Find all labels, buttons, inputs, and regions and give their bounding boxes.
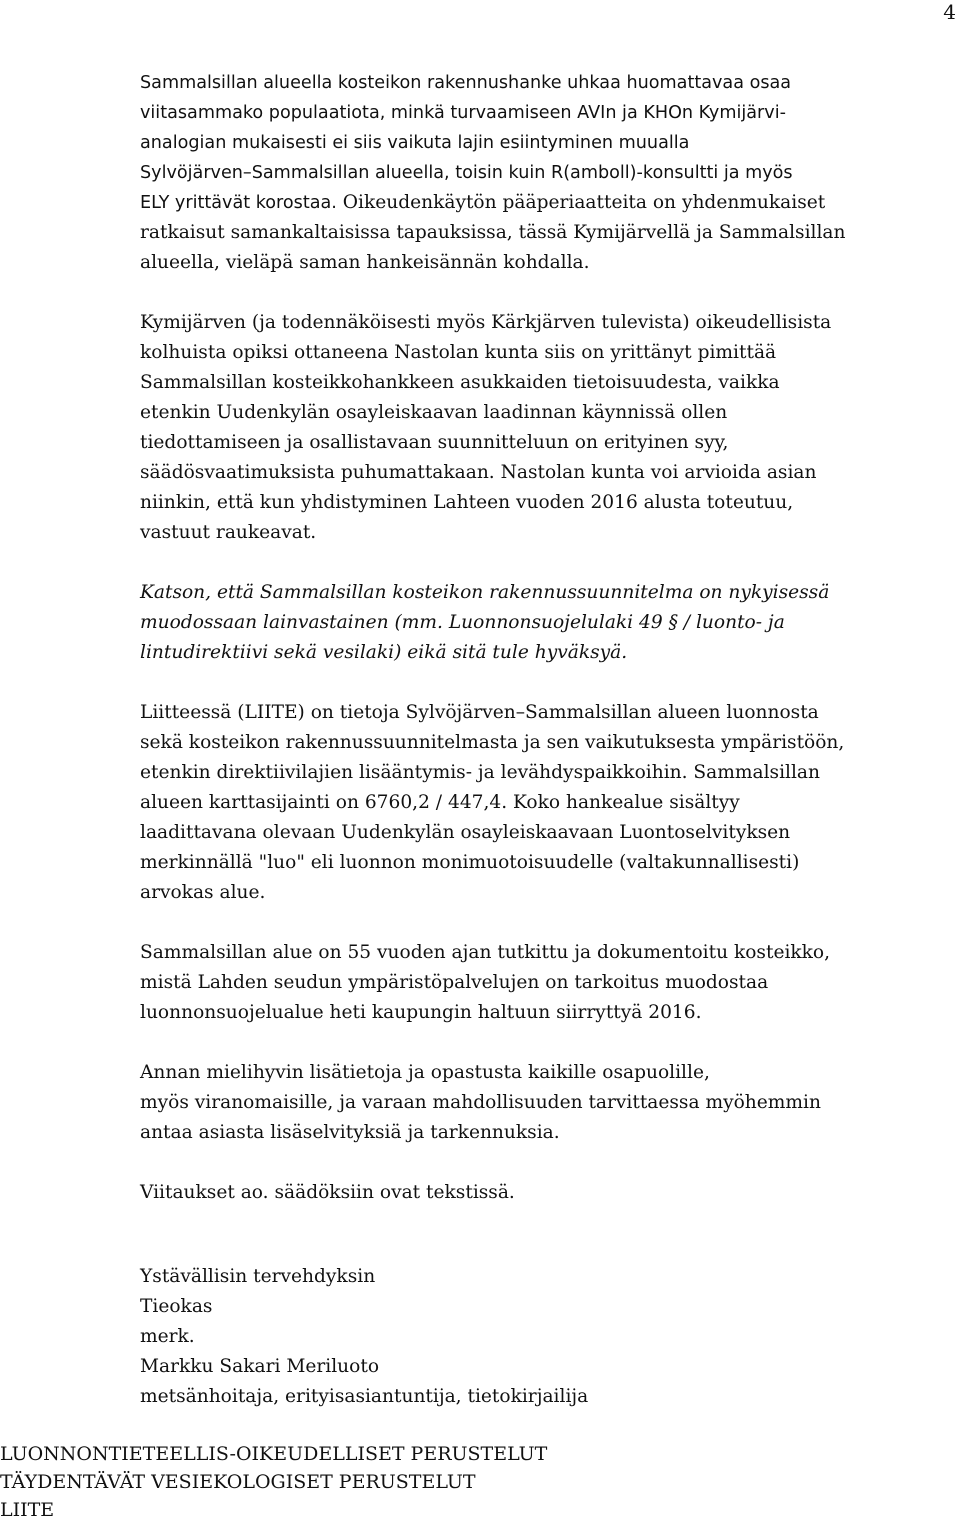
text-line: alueen karttasijainti on 6760,2 / 447,4. Koko hankealue sisältyy [140,792,740,813]
attachment-item: TÄYDENTÄVÄT VESIEKOLOGISET PERUSTELUT [0,1471,476,1493]
text-line: antaa asiasta lisäselvityksiä ja tarkennuksia. [140,1122,560,1143]
text-line: tiedottamiseen ja osallistavaan suunnitteluun on erityinen syy, [140,432,729,453]
text-line: säädösvaatimuksista puhumattakaan. Nastolan kunta voi arvioida asian [140,462,817,483]
text-line: viitasammako populaatiota, minkä turvaamiseen AVIn ja KHOn Kymijärvi- [140,103,786,123]
text-line: etenkin Uudenkylän osayleiskaavan laadinnan käynnissä ollen [140,402,728,423]
text-line: ratkaisut samankaltaisissa tapauksissa, tässä Kymijärvellä ja Sammalsillan [140,222,846,243]
paragraph-sammalsilta-alue [140,938,952,1028]
text-line: vastuut raukeavat. [140,522,317,543]
text-line: Sylvöjärven–Sammalsillan alueella, toisin kuin R(amboll)-konsultti ja myös [140,163,793,183]
letter-body [140,68,952,1238]
signature-mark: merk. [140,1326,195,1347]
text-line: muodossaan lainvastainen (mm. Luonnonsuojelulaki 49 § / luonto- ja [140,612,785,633]
text-line: Sammalsillan alueella kosteikon rakennushanke uhkaa huomattavaa osaa [140,73,792,93]
text-line [140,188,952,218]
text-line: alueella, vieläpä saman hankeisännän kohdalla. [140,252,590,273]
paragraph-kymijarvi [140,308,952,548]
signature-block [140,1262,588,1412]
signature-title: metsänhoitaja, erityisasiantuntija, tietokirjailija [140,1386,589,1407]
text-line: Annan mielihyvin lisätietoja ja opastusta kaikille osapuolille, [140,1062,710,1083]
closing-greeting: Ystävällisin tervehdyksin [140,1266,376,1287]
paragraph-lisatietoja [140,1058,952,1148]
page-number: 4 [943,0,956,24]
signature-name: Markku Sakari Meriluoto [140,1356,380,1377]
signature-sender: Tieokas [140,1296,213,1317]
attachment-item: LUONNONTIETEELLIS-OIKEUDELLISET PERUSTELUT [0,1443,548,1465]
text-line: myös viranomaisille, ja varaan mahdollisuuden tarvittaessa myöhemmin [140,1092,821,1113]
text-line: kolhuista opiksi ottaneena Nastolan kunta siis on yrittänyt pimittää [140,342,777,363]
paragraph-viitaukset [140,1178,952,1208]
text-line: Sammalsillan kosteikkohankkeen asukkaiden tietoisuudesta, vaikka [140,372,780,393]
paragraph-liite [140,698,952,908]
text-line: Viitaukset ao. säädöksiin ovat tekstissä. [140,1182,515,1203]
text-line: lintudirektiivi sekä vesilaki) eikä sitä tule hyväksyä. [140,642,628,663]
text-line: etenkin direktiivilajien lisääntymis- ja levähdyspaikkoihin. Sammalsillan [140,762,820,783]
text-line: merkinnällä "luo" eli luonnon monimuotoisuudelle (valtakunnallisesti) [140,852,800,873]
text-line: niinkin, että kun yhdistyminen Lahteen vuoden 2016 alusta toteutuu, [140,492,794,513]
text-line: Liitteessä (LIITE) on tietoja Sylvöjärven–Sammalsillan alueen luonnosta [140,702,819,723]
text-segment: Oikeudenkäytön pääperiaatteita on yhdenmukaiset [336,192,826,213]
text-line: mistä Lahden seudun ympäristöpalvelujen on tarkoitus muodostaa [140,972,769,993]
text-segment: ELY yrittävät korostaa. [140,193,337,213]
attachment-item: LIITE [0,1499,55,1521]
text-line: arvokas alue. [140,882,266,903]
text-line: Katson, että Sammalsillan kosteikon rakennussuunnitelma on nykyisessä [140,582,830,603]
text-line: luonnonsuojelualue heti kaupungin haltuun siirryttyä 2016. [140,1002,702,1023]
paragraph-rakennushanke [140,68,952,278]
text-line: sekä kosteikon rakennussuunnitelmasta ja sen vaikutuksesta ympäristöön, [140,732,845,753]
text-line: analogian mukaisesti ei siis vaikuta lajin esiintyminen muualla [140,133,690,153]
text-line: Sammalsillan alue on 55 vuoden ajan tutkittu ja dokumentoitu kosteikko, [140,942,831,963]
text-line: Kymijärven (ja todennäköisesti myös Kärkjärven tulevista) oikeudellisista [140,312,832,333]
text-line: laadittavana olevaan Uudenkylän osayleiskaavaan Luontoselvityksen [140,822,791,843]
paragraph-statement-italic [140,578,952,668]
attachments-list [0,1440,547,1524]
